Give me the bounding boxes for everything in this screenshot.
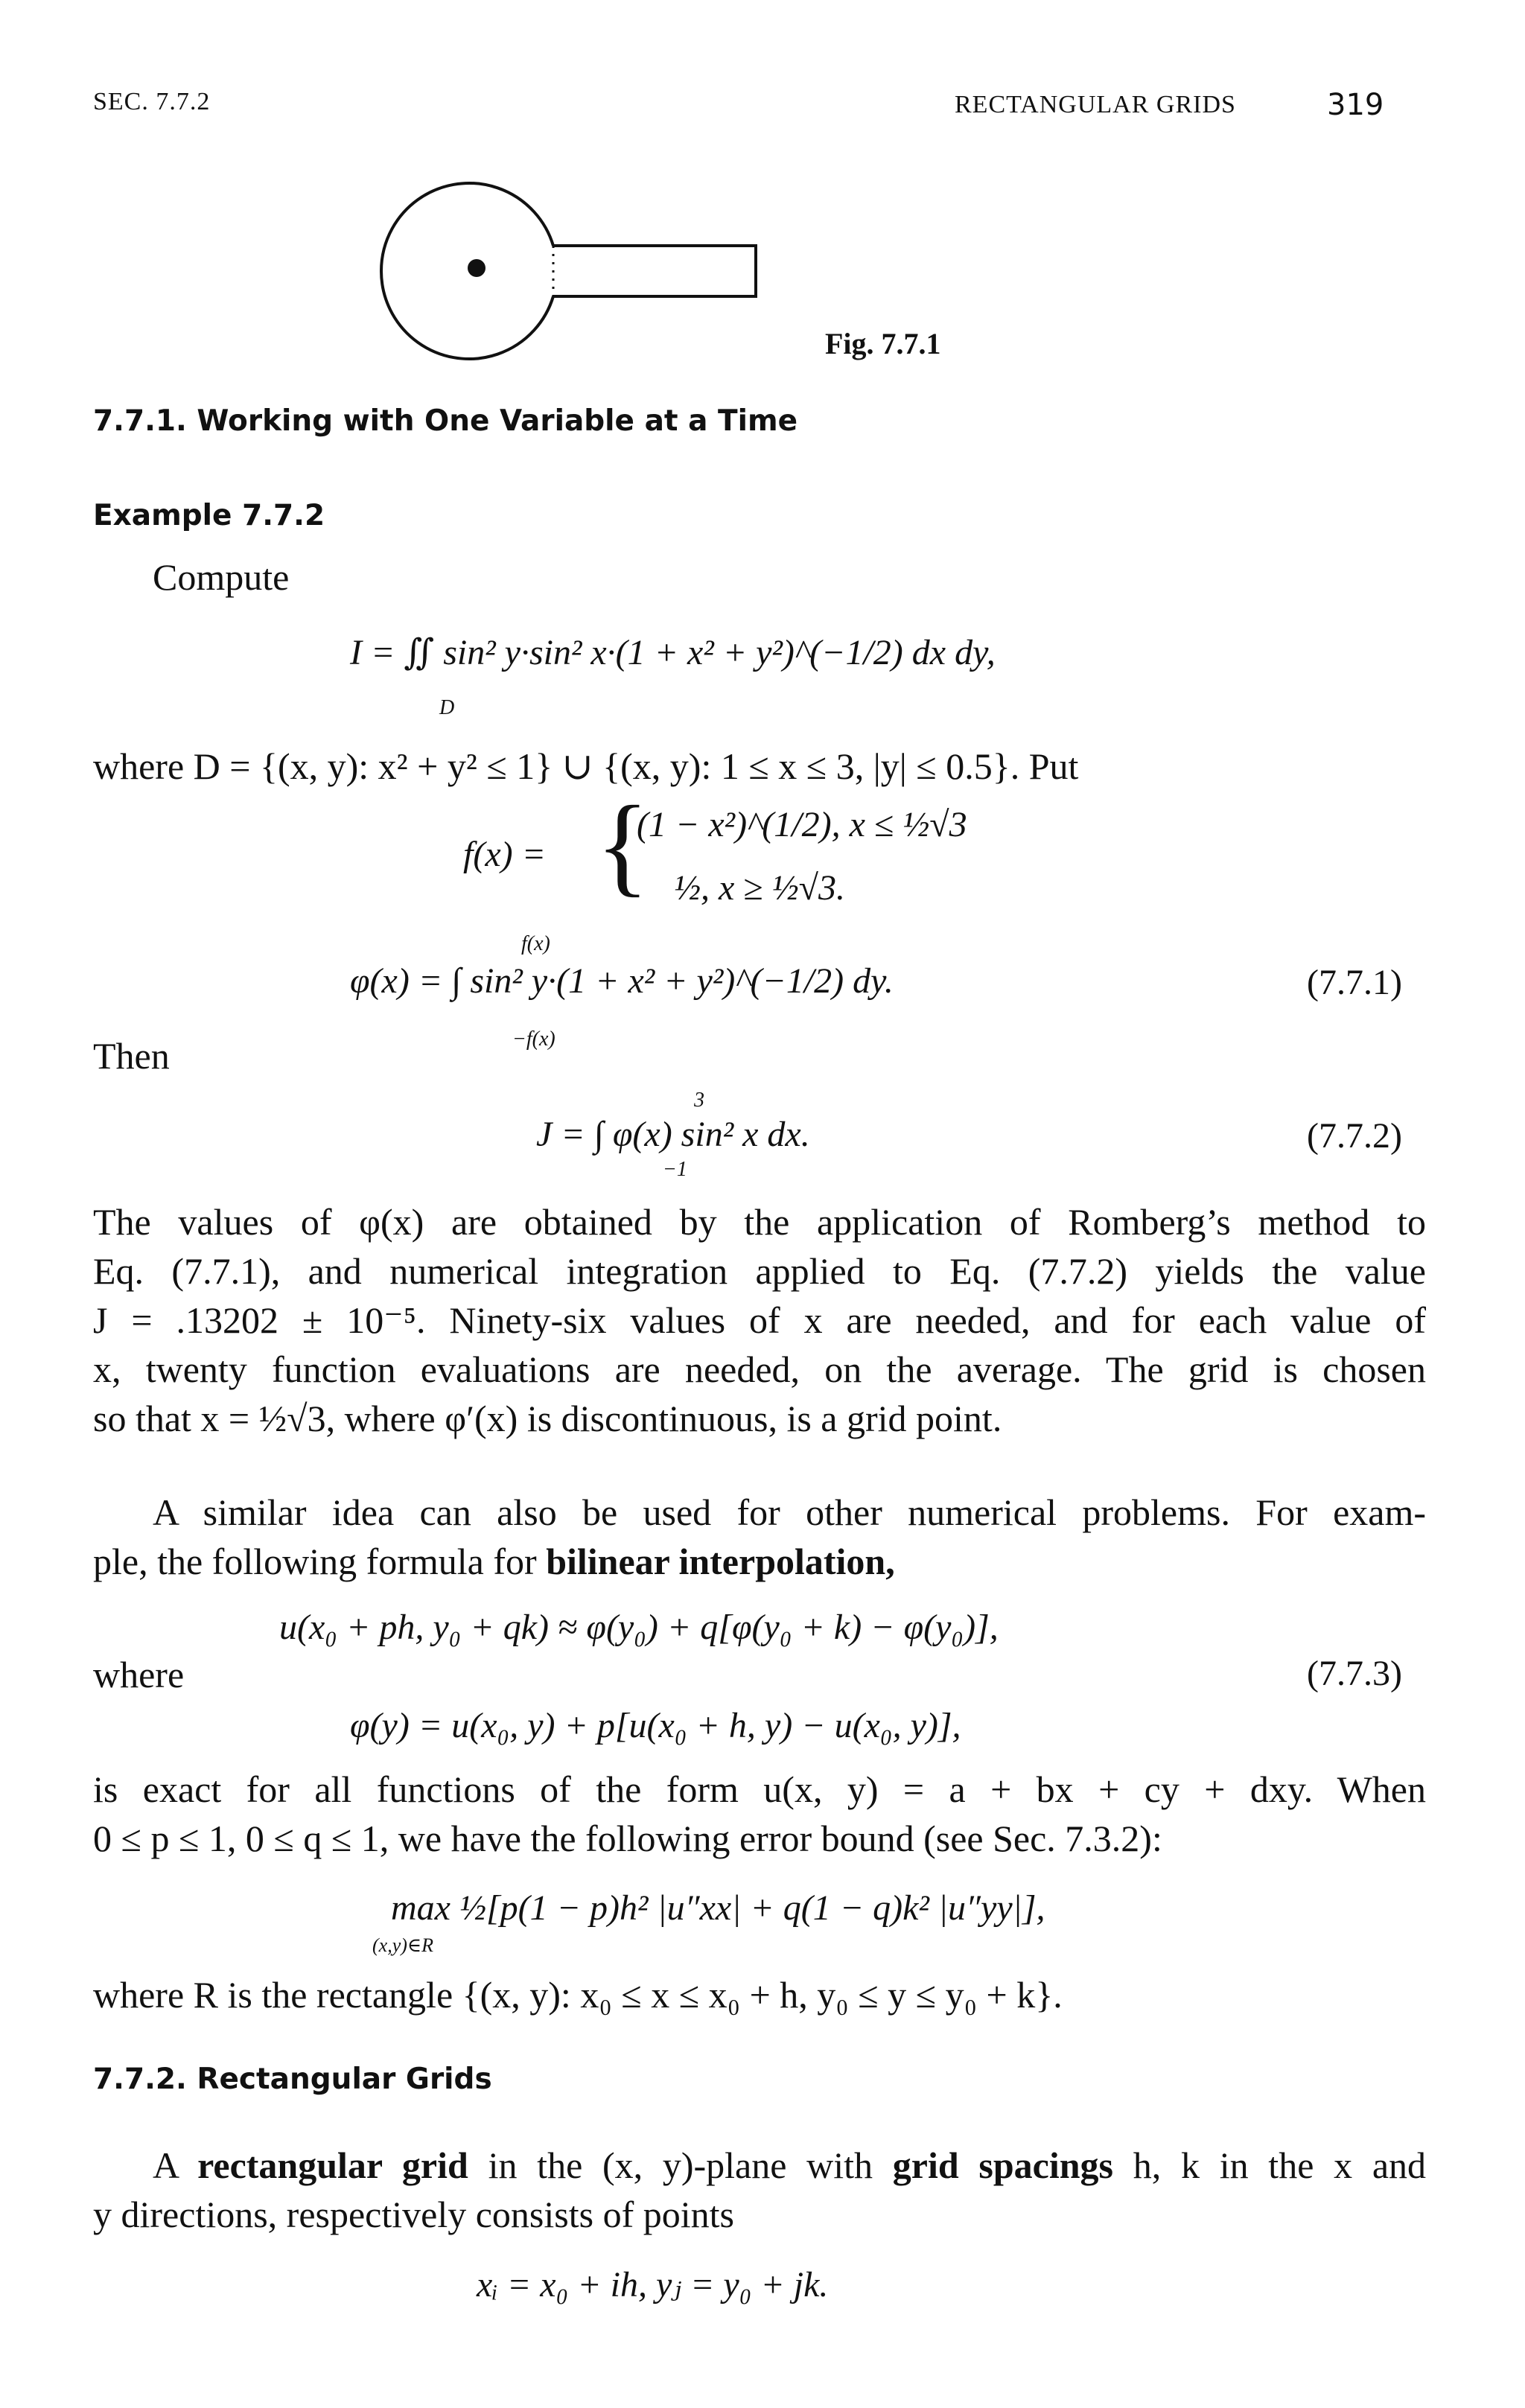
paragraph-line: x, twenty function evaluations are needed, on the average. The grid is chosen — [93, 1348, 1426, 1390]
equation-J: J = ∫ φ(x) sin² x dx. — [536, 1115, 810, 1154]
equation-error-bound-subscript: (x,y)∈R — [372, 1934, 434, 1956]
f-definition-brace: { — [596, 783, 649, 907]
equation-number-7-7-2: (7.7.2) — [1307, 1116, 1402, 1156]
rectangular-grid-term: rectangular grid — [197, 2144, 468, 2186]
rectangular-grid-line-2: y directions, respectively consists of points — [93, 2194, 734, 2235]
figure-circle-outline — [381, 183, 553, 359]
equation-grid-points: xᵢ = x₀ + ih, yⱼ = y₀ + jk. — [477, 2265, 829, 2305]
exact-paragraph-line: 0 ≤ p ≤ 1, 0 ≤ q ≤ 1, we have the following error bound (see Sec. 7.3.2): — [93, 1818, 1162, 1859]
paragraph-line: so that x = ½√3, where φ′(x) is discontinuous, is a grid point. — [93, 1398, 1002, 1439]
grid-line-text-b: in the (x, y)-plane with — [488, 2144, 873, 2186]
then-text: Then — [93, 1035, 170, 1077]
f-definition-case-2: ½, x ≥ ½√3. — [674, 868, 845, 908]
where-text: where — [93, 1654, 185, 1695]
grid-line-text-c: h, k in the x and — [1133, 2144, 1427, 2186]
bilinear-paragraph-text: ple, the following formula for — [93, 1541, 537, 1582]
compute-text: Compute — [153, 556, 290, 598]
grid-line-text-a: A — [153, 2144, 178, 2186]
exact-paragraph-line: is exact for all functions of the form u(x, y) = a + bx + cy + dxy. When — [93, 1768, 1426, 1810]
bilinear-interpolation-term: bilinear interpolation, — [546, 1541, 895, 1582]
rectangle-definition-line: where R is the rectangle {(x, y): x₀ ≤ x ≤ x₀ + h, y₀ ≤ y ≤ y₀ + k}. — [93, 1974, 1063, 2016]
equation-phi-y: φ(y) = u(x₀, y) + p[u(x₀ + h, y) − u(x₀, y)], — [350, 1706, 961, 1745]
figure-caption: Fig. 7.7.1 — [825, 327, 941, 360]
paragraph-line: Eq. (7.7.1), and numerical integration applied to Eq. (7.7.2) yields the value — [93, 1250, 1426, 1292]
grid-spacings-term: grid spacings — [892, 2144, 1114, 2186]
figure-rectangle-outline — [553, 246, 756, 296]
domain-definition-line: where D = {(x, y): x² + y² ≤ 1} ∪ {(x, y): 1 ≤ x ≤ 3, |y| ≤ 0.5}. Put — [93, 745, 1079, 787]
equation-phi: φ(x) = ∫ sin² y·(1 + x² + y²)^(−1/2) dy. — [350, 961, 894, 1001]
rectangular-grid-line-1 — [153, 2141, 1426, 2190]
running-header-section: SEC. 7.7.2 — [93, 88, 211, 115]
equation-I-region: D — [439, 696, 455, 719]
paragraph-line: J = .13202 ± 10⁻⁵. Ninety-six values of x are needed, and for each value of — [93, 1299, 1426, 1341]
figure-domain-diagram — [380, 175, 767, 369]
bilinear-paragraph-line-2 — [93, 1537, 895, 1586]
equation-phi-upper-limit: f(x) — [521, 932, 550, 955]
section-heading-7-7-1: 7.7.1. Working with One Variable at a Time — [93, 404, 798, 438]
page-number: 319 — [1327, 88, 1384, 122]
equation-number-7-7-3: (7.7.3) — [1307, 1654, 1402, 1693]
bilinear-paragraph-line: A similar idea can also be used for other numerical problems. For exam- — [153, 1491, 1426, 1533]
equation-number-7-7-1: (7.7.1) — [1307, 963, 1402, 1002]
equation-I: I = ∬ sin² y·sin² x·(1 + x² + y²)^(−1/2) dx dy, — [350, 633, 996, 672]
example-heading: Example 7.7.2 — [93, 499, 325, 532]
section-heading-7-7-2: 7.7.2. Rectangular Grids — [93, 2063, 492, 2096]
figure-center-dot — [468, 259, 485, 277]
equation-J-lower-limit: −1 — [663, 1158, 687, 1181]
running-header-title: RECTANGULAR GRIDS — [955, 91, 1236, 118]
paragraph-line: The values of φ(x) are obtained by the application of Romberg’s method to — [93, 1201, 1426, 1243]
equation-bilinear-u: u(x₀ + ph, y₀ + qk) ≈ φ(y₀) + q[φ(y₀ + k) − φ(y₀)], — [279, 1608, 999, 1647]
equation-error-bound: max ½[p(1 − p)h² |u″xx| + q(1 − q)k² |u″yy|], — [391, 1888, 1045, 1928]
f-definition-case-1: (1 − x²)^(1/2), x ≤ ½√3 — [637, 805, 967, 844]
equation-phi-lower-limit: −f(x) — [512, 1028, 555, 1051]
equation-J-upper-limit: 3 — [694, 1089, 704, 1112]
f-definition-lhs: f(x) = — [463, 835, 546, 874]
